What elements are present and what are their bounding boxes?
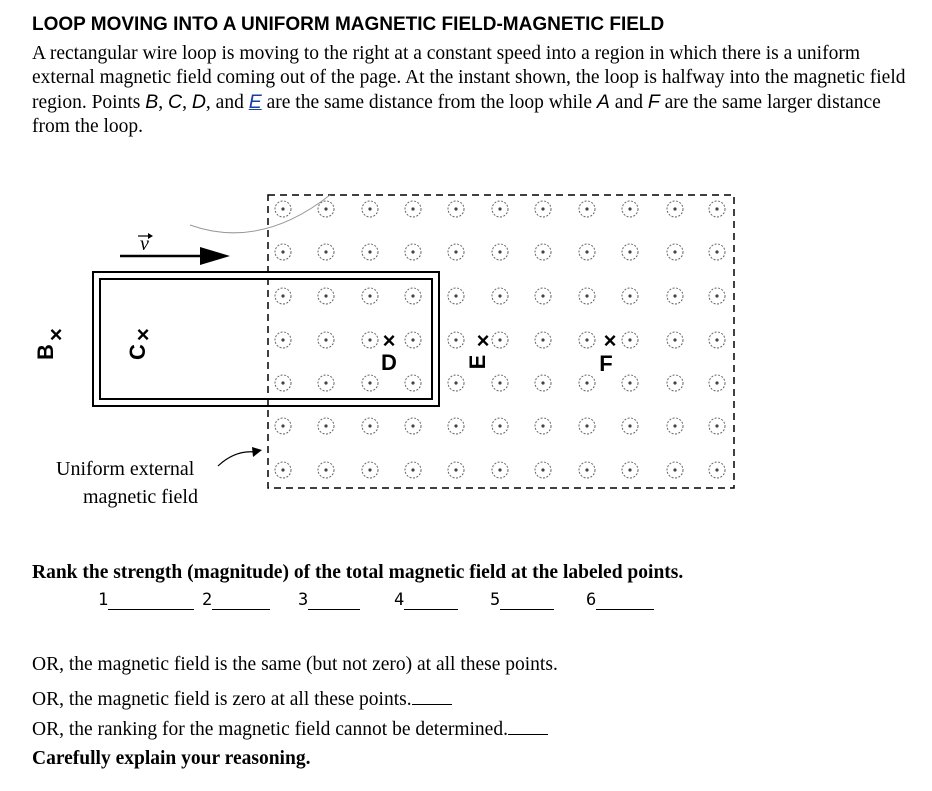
- field-dot-center: [541, 250, 544, 253]
- field-dot-center: [324, 424, 327, 427]
- field-dot-center: [541, 424, 544, 427]
- point-b-marker: ×: [49, 322, 63, 347]
- field-dot-center: [673, 250, 676, 253]
- field-label-leader-head: [252, 447, 262, 457]
- rank-line[interactable]: [596, 591, 654, 610]
- field-dot-center: [628, 381, 631, 384]
- statement-text-2: are the same distance from the loop while: [261, 92, 597, 113]
- ranking-question: Rank the strength (magnitude) of the total magnetic field at the labeled points.: [32, 562, 684, 583]
- point-e-label: E: [465, 354, 490, 370]
- rank-line[interactable]: [404, 591, 458, 610]
- field-dot-center: [585, 250, 588, 253]
- field-dot-center: [281, 207, 284, 210]
- field-dot-center: [628, 424, 631, 427]
- statement-text-3: are the same larger distance from the loop.: [32, 92, 881, 137]
- field-dot-center: [541, 468, 544, 471]
- point-ref-d: D: [191, 91, 206, 113]
- field-dot-center: [368, 338, 371, 341]
- rank-blank-5[interactable]: [490, 590, 554, 610]
- field-dot-center: [673, 381, 676, 384]
- point-c-marker: ×: [136, 322, 150, 347]
- field-dot-center: [324, 338, 327, 341]
- velocity-arrow-head: [200, 247, 230, 265]
- field-dot-center: [585, 294, 588, 297]
- option-undetermined-blank[interactable]: [508, 716, 548, 735]
- field-dot-center: [715, 338, 718, 341]
- field-dot-center: [585, 338, 588, 341]
- field-dot-center: [454, 424, 457, 427]
- field-dot-center: [541, 294, 544, 297]
- field-label-line1: Uniform external: [56, 458, 195, 480]
- sketch-curve: [190, 195, 330, 233]
- field-dot-center: [411, 250, 414, 253]
- field-dot-center: [411, 468, 414, 471]
- option-same-text: OR, the magnetic field is the same (but not zero) at all these points.: [32, 654, 558, 675]
- field-dot-center: [368, 424, 371, 427]
- field-dot-center: [715, 424, 718, 427]
- rank-number: 5: [490, 590, 501, 610]
- rank-number: 3: [298, 590, 309, 610]
- field-dot-center: [281, 381, 284, 384]
- rank-line[interactable]: [308, 591, 360, 610]
- point-ref-a: A: [596, 91, 610, 113]
- point-c-label: C: [125, 344, 150, 360]
- rank-number: 6: [586, 590, 597, 610]
- separator: , and: [205, 92, 249, 113]
- field-dot-center: [498, 207, 501, 210]
- field-dot-center: [281, 468, 284, 471]
- point-ref-c: C: [167, 91, 183, 113]
- field-dot-center: [281, 338, 284, 341]
- field-dot-center: [585, 381, 588, 384]
- field-dot-center: [715, 294, 718, 297]
- rank-blank-6[interactable]: [586, 590, 654, 610]
- rank-number: 2: [202, 590, 213, 610]
- velocity-label: v: [140, 233, 149, 255]
- field-dot-center: [368, 250, 371, 253]
- field-dot-center: [541, 338, 544, 341]
- field-dot-center: [715, 381, 718, 384]
- option-undetermined-text: OR, the ranking for the magnetic field cannot be determined.: [32, 719, 508, 740]
- field-dot-center: [585, 468, 588, 471]
- rank-blank-2[interactable]: [202, 590, 270, 610]
- point-ref-e: E: [248, 91, 262, 113]
- field-dot-center: [368, 294, 371, 297]
- field-dot-center: [281, 424, 284, 427]
- field-dot-center: [454, 294, 457, 297]
- statement-text-1: A rectangular wire loop is moving to the right at a constant speed into a region in which there is a uniform external magnetic field coming out of the page. At the instant shown, the loop is halfway into the magnetic field region. Points: [32, 43, 906, 113]
- separator: and: [609, 92, 648, 113]
- point-d-marker: ×: [382, 328, 396, 353]
- field-dot-center: [628, 338, 631, 341]
- option-zero-blank[interactable]: [412, 686, 452, 705]
- field-dot-center: [368, 468, 371, 471]
- field-dot-center: [715, 250, 718, 253]
- field-dot-center: [673, 468, 676, 471]
- field-dots: [275, 201, 725, 478]
- field-dot-center: [454, 468, 457, 471]
- field-dot-center: [324, 250, 327, 253]
- field-dot-center: [673, 294, 676, 297]
- rank-line[interactable]: [212, 591, 270, 610]
- option-undetermined: [32, 716, 548, 741]
- page-title: LOOP MOVING INTO A UNIFORM MAGNETIC FIELD-MAGNETIC FIELD: [32, 14, 665, 35]
- field-region-boundary: [268, 195, 734, 488]
- field-dot-center: [628, 250, 631, 253]
- field-dot-center: [541, 207, 544, 210]
- field-label-line2: magnetic field: [83, 486, 198, 508]
- field-dot-center: [628, 294, 631, 297]
- separator: ,: [182, 92, 192, 113]
- option-zero: [32, 686, 452, 711]
- rank-blank-4[interactable]: [394, 590, 458, 610]
- field-dot-center: [411, 424, 414, 427]
- field-dot-center: [411, 207, 414, 210]
- field-dot-center: [324, 207, 327, 210]
- field-dot-center: [324, 294, 327, 297]
- option-zero-text: OR, the magnetic field is zero at all these points.: [32, 689, 412, 710]
- field-dot-center: [715, 207, 718, 210]
- field-dot-center: [673, 207, 676, 210]
- figure: [0, 150, 932, 550]
- field-dot-center: [411, 294, 414, 297]
- field-dot-center: [454, 250, 457, 253]
- field-dot-center: [454, 381, 457, 384]
- field-dot-center: [498, 468, 501, 471]
- field-dot-center: [628, 468, 631, 471]
- field-dot-center: [411, 381, 414, 384]
- field-dot-center: [454, 207, 457, 210]
- point-d-label: D: [381, 350, 397, 375]
- point-e-marker: ×: [476, 328, 490, 353]
- point-ref-f: F: [647, 91, 660, 113]
- field-dot-center: [368, 381, 371, 384]
- rank-number: 4: [394, 590, 405, 610]
- separator: ,: [158, 92, 168, 113]
- field-dot-center: [498, 381, 501, 384]
- point-b-label: B: [33, 344, 58, 360]
- field-dot-center: [585, 424, 588, 427]
- field-dot-center: [498, 250, 501, 253]
- field-dot-center: [673, 338, 676, 341]
- field-dot-center: [281, 294, 284, 297]
- point-f-marker: ×: [603, 328, 617, 353]
- field-dot-center: [541, 381, 544, 384]
- field-dot-center: [585, 207, 588, 210]
- point-f-label: F: [599, 351, 613, 376]
- field-dot-center: [498, 424, 501, 427]
- field-dot-center: [673, 424, 676, 427]
- rank-number: 1: [98, 590, 109, 610]
- rank-line[interactable]: [108, 591, 194, 610]
- field-dot-center: [498, 294, 501, 297]
- rank-blank-1[interactable]: [98, 590, 194, 610]
- field-dot-center: [324, 468, 327, 471]
- field-dot-center: [368, 207, 371, 210]
- rank-line[interactable]: [500, 591, 554, 610]
- field-dot-center: [324, 381, 327, 384]
- explain-prompt: Carefully explain your reasoning.: [32, 748, 311, 769]
- field-dot-center: [411, 338, 414, 341]
- field-dot-center: [715, 468, 718, 471]
- point-e: [465, 355, 490, 370]
- point-ref-b: B: [145, 91, 159, 113]
- rank-blank-3[interactable]: [298, 590, 360, 610]
- field-dot-center: [498, 338, 501, 341]
- field-dot-center: [628, 207, 631, 210]
- option-same: [32, 654, 558, 676]
- field-label-leader: [218, 452, 255, 466]
- field-dot-center: [454, 338, 457, 341]
- field-dot-center: [281, 250, 284, 253]
- problem-statement: [32, 42, 922, 139]
